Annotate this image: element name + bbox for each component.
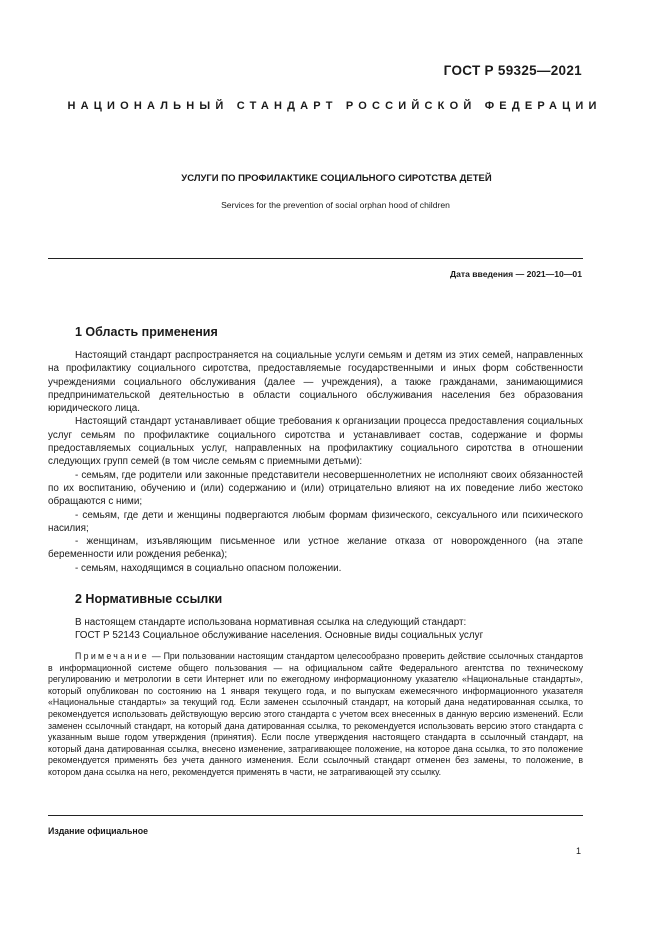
section-2-body [48, 616, 583, 643]
note [48, 651, 583, 779]
section-2-heading: 2 Нормативные ссылки [75, 592, 223, 606]
note-text: — При пользовании настоящим стандартом целесообразно проверить действие ссылочных стандартов в информационной системе общего пользования — на официальном сайте Федерального агентства по техническому регулированию и метрологии в сети Интернет или по ежегодному информационному указателю «Национальные стандарты», который опубликован по состоянию на 1 января текущего года, и по выпускам ежемесячного информационного указателя «Национальные стандарты» за текущий год. Если заменен ссылочный стандарт, на который дана недатированная ссылка, то рекомендуется использовать действующую версию этого стандарта с учетом всех внесенных в данную версию изменений. Если заменен ссылочный стандарт, на который дана датированная ссылка, то рекомендуется использовать версию этого стандарта с указанным выше годом утверждения (принятия). Если после утверждения настоящего стандарта в ссылочный стандарт, на который дана датированная ссылка, внесено изменение, затрагивающее положение, на которое дана ссылка, то это положение рекомендуется применять без учета данного изменения. Если ссылочный стандарт отменен без замены, то положение, в котором дана ссылка на него, рекомендуется применять в части, не затрагивающей эту ссылку. [48, 651, 583, 777]
reference-item: ГОСТ Р 52143 Социальное обслуживание населения. Основные виды социальных услуг [75, 630, 484, 642]
document-title: УСЛУГИ ПО ПРОФИЛАКТИКЕ СОЦИАЛЬНОГО СИРОТСТВА ДЕТЕЙ [181, 173, 492, 184]
edition-label: Издание официальное [48, 826, 148, 836]
national-standard-banner: НАЦИОНАЛЬНЫЙ СТАНДАРТ РОССИЙСКОЙ ФЕДЕРАЦИИ [67, 100, 602, 112]
header-divider [48, 258, 583, 259]
list-item: - семьям, находящимся в социально опасном положении. [75, 562, 342, 574]
list-item: - женщинам, изъявляющим письменное или устное желание отказа от новорожденного (на этапе беременности или рождения ребенка); [48, 536, 583, 561]
note-label: Примечание [75, 651, 149, 661]
footer-divider [48, 815, 583, 816]
paragraph: В настоящем стандарте использована нормативная ссылка на следующий стандарт: [75, 617, 467, 628]
paragraph: Настоящий стандарт устанавливает общие требования к организации процесса предоставления социальных услуг семьям по профилактике социального сиротства и устанавливает состав, содержание и формы предоставляемых социальных услуг, направленных на профилактику социального сиротства в отношении следующих групп семей (в том числе семьям с приемными детьми): [48, 416, 583, 468]
list-item: - семьям, где родители или законные представители несовершеннолетних не исполняют своих обязанностей по их воспитанию, обучению и (или) содержанию и (или) отрицательно влияют на их поведение либо жестоко обращаются с ними; [48, 469, 583, 508]
introduction-date: Дата введения — 2021—10—01 [449, 269, 582, 279]
section-1-heading: 1 Область применения [75, 325, 218, 339]
document-title-english: Services for the prevention of social orphan hood of children [221, 200, 450, 210]
page-number: 1 [575, 846, 581, 856]
document-number: ГОСТ Р 59325—2021 [443, 63, 582, 78]
paragraph: Настоящий стандарт распространяется на социальные услуги семьям и детям из этих семей, направленных на профилактику социального сиротства, предоставляемые государственными и иных форм собственности учреждениями социального обслуживания (далее — учреждения), а также гражданами, занимающимися предпринимательской деятельностью в области социального обслуживания населения без образования юридического лица. [48, 350, 583, 415]
list-item: - семьям, где дети и женщины подвергаются любым формам физического, сексуального или психического насилия; [48, 509, 583, 534]
section-1-body [48, 349, 583, 575]
